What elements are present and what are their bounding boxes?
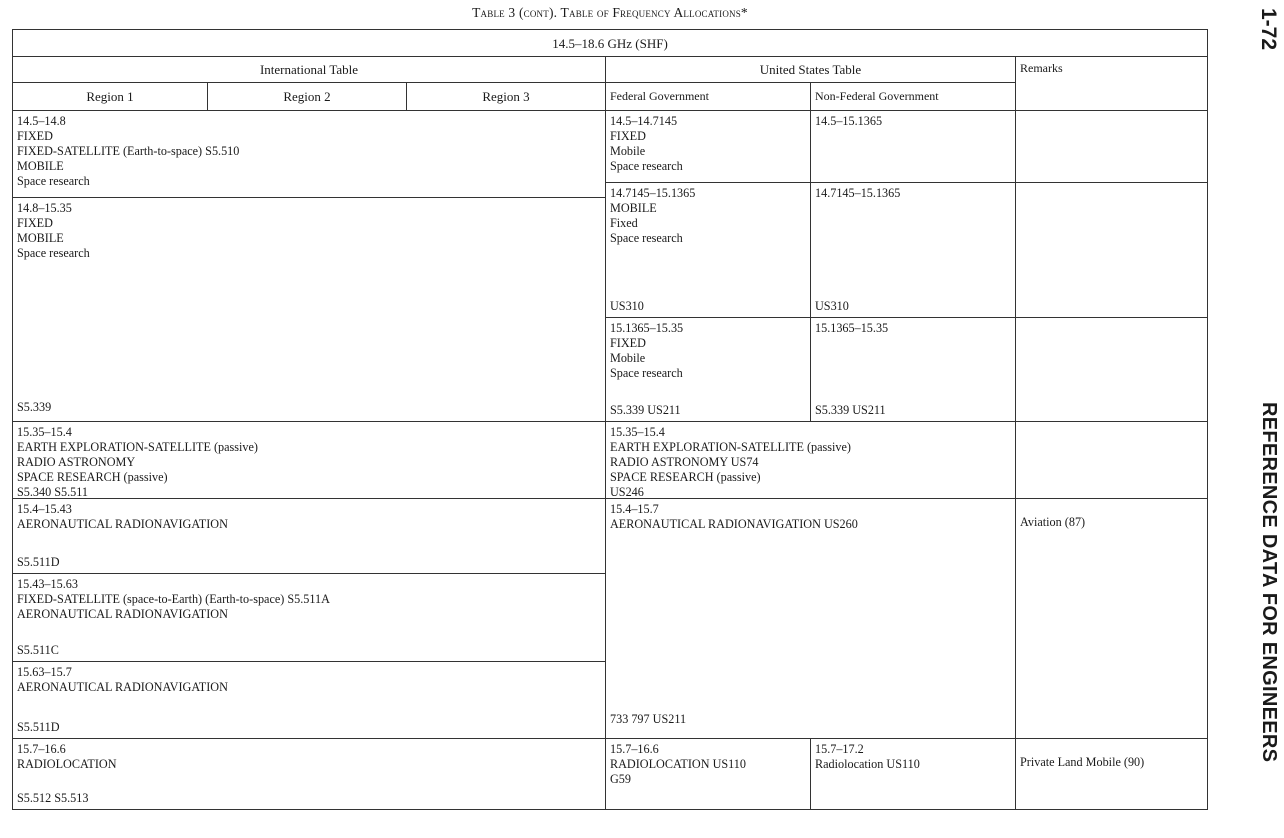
footnote: US310 bbox=[610, 299, 644, 313]
band-range: 15.4–15.43 bbox=[17, 502, 72, 516]
band-range: 15.7–16.6 bbox=[17, 742, 66, 756]
service: AERONAUTICAL RADIONAVIGATION bbox=[17, 607, 228, 621]
intl-allocation-14-5 bbox=[13, 111, 606, 198]
service: RADIO ASTRONOMY US74 bbox=[610, 455, 759, 469]
intl-allocation-15-43 bbox=[13, 574, 606, 662]
region1-header: Region 1 bbox=[13, 83, 208, 111]
intl-allocation-15-4 bbox=[13, 499, 606, 574]
service: EARTH EXPLORATION-SATELLITE (passive) bbox=[17, 440, 258, 454]
service: Mobile bbox=[610, 351, 646, 365]
remarks-cell bbox=[1016, 183, 1208, 318]
remarks-aviation bbox=[1016, 499, 1208, 739]
band-range: 15.63–15.7 bbox=[17, 665, 72, 679]
footnote: US246 bbox=[610, 485, 644, 499]
region3-header: Region 3 bbox=[407, 83, 606, 111]
band-range: 15.35–15.4 bbox=[17, 425, 72, 439]
service: SPACE RESEARCH (passive) bbox=[17, 470, 168, 484]
band-range: 14.5–15.1365 bbox=[815, 114, 883, 128]
service: SPACE RESEARCH (passive) bbox=[610, 470, 761, 484]
nonfederal-header: Non-Federal Government bbox=[811, 83, 1016, 111]
page-margin bbox=[1248, 0, 1284, 838]
service: Space research bbox=[610, 366, 683, 380]
service: MOBILE bbox=[17, 231, 64, 245]
band-range: 14.7145–15.1365 bbox=[815, 186, 901, 200]
band-range: 14.7145–15.1365 bbox=[610, 186, 696, 200]
footnote: S5.512 S5.513 bbox=[17, 791, 89, 805]
footnote: S5.511D bbox=[17, 555, 60, 569]
service: AERONAUTICAL RADIONAVIGATION bbox=[17, 680, 228, 694]
page-number: 1-72 bbox=[1257, 8, 1280, 51]
remarks-header: Remarks bbox=[1016, 57, 1208, 111]
band-range: 15.7–17.2 bbox=[815, 742, 864, 756]
service: EARTH EXPLORATION-SATELLITE (passive) bbox=[610, 440, 851, 454]
service: RADIO ASTRONOMY bbox=[17, 455, 136, 469]
service: FIXED-SATELLITE (space-to-Earth) (Earth-to-space) S5.511A bbox=[17, 592, 330, 606]
footnote: S5.511C bbox=[17, 643, 59, 657]
federal-allocation-14-5 bbox=[606, 111, 811, 183]
service: Fixed bbox=[610, 216, 638, 230]
nonfederal-allocation-15-7 bbox=[811, 739, 1016, 810]
service: AERONAUTICAL RADIONAVIGATION US260 bbox=[610, 517, 858, 531]
remarks-cell bbox=[1016, 422, 1208, 499]
band-range: 15.1365–15.35 bbox=[815, 321, 889, 335]
service: Space research bbox=[610, 231, 683, 245]
band-range: 15.1365–15.35 bbox=[610, 321, 684, 335]
service: Space research bbox=[17, 174, 90, 188]
footnote: S5.511D bbox=[17, 720, 60, 734]
footnote: US310 bbox=[815, 299, 849, 313]
service: FIXED bbox=[17, 129, 53, 143]
us-allocation-15-35 bbox=[606, 422, 1016, 499]
remarks-cell bbox=[1016, 318, 1208, 422]
intl-allocation-15-35 bbox=[13, 422, 606, 499]
service: MOBILE bbox=[610, 201, 657, 215]
band-range: 15.7–16.6 bbox=[610, 742, 659, 756]
footnote: S5.339 US211 bbox=[610, 403, 681, 417]
international-table-header: International Table bbox=[13, 57, 606, 83]
frequency-allocation-table bbox=[12, 29, 1208, 810]
band-range: 15.35–15.4 bbox=[610, 425, 665, 439]
federal-allocation-14-7145 bbox=[606, 183, 811, 318]
nonfederal-allocation-14-7145 bbox=[811, 183, 1016, 318]
service: Space research bbox=[610, 159, 683, 173]
service: MOBILE bbox=[17, 159, 64, 173]
table-title: Table 3 (cont). Table of Frequency Allocations* bbox=[472, 5, 748, 20]
service: AERONAUTICAL RADIONAVIGATION bbox=[17, 517, 228, 531]
intl-allocation-15-63 bbox=[13, 662, 606, 739]
service: FIXED bbox=[610, 336, 646, 350]
nonfederal-allocation-15-1365 bbox=[811, 318, 1016, 422]
footnote: S5.339 US211 bbox=[815, 403, 886, 417]
service: FIXED-SATELLITE (Earth-to-space) S5.510 bbox=[17, 144, 240, 158]
band-range: 14.8–15.35 bbox=[17, 201, 72, 215]
remarks-private-land-mobile bbox=[1016, 739, 1208, 810]
us-allocation-15-4 bbox=[606, 499, 1016, 739]
service: FIXED bbox=[610, 129, 646, 143]
service: Radiolocation US110 bbox=[815, 757, 920, 771]
remarks-cell bbox=[1016, 111, 1208, 183]
region2-header: Region 2 bbox=[208, 83, 407, 111]
footnote: S5.340 S5.511 bbox=[17, 485, 88, 499]
band-range: 14.5–14.8 bbox=[17, 114, 66, 128]
service: RADIOLOCATION bbox=[17, 757, 117, 771]
intl-allocation-14-8 bbox=[13, 198, 606, 422]
footnote: 733 797 US211 bbox=[610, 712, 687, 726]
band-header: 14.5–18.6 GHz (SHF) bbox=[13, 30, 1208, 57]
nonfederal-allocation-14-5 bbox=[811, 111, 1016, 183]
remark-text: Private Land Mobile (90) bbox=[1020, 755, 1145, 769]
federal-allocation-15-7 bbox=[606, 739, 811, 810]
section-title: REFERENCE DATA FOR ENGINEERS bbox=[1258, 402, 1280, 763]
us-table-header: United States Table bbox=[606, 57, 1016, 83]
footnote: S5.339 bbox=[17, 400, 52, 414]
band-range: 14.5–14.7145 bbox=[610, 114, 678, 128]
intl-allocation-15-7 bbox=[13, 739, 606, 810]
band-range: 15.4–15.7 bbox=[610, 502, 659, 516]
remark-text: Aviation (87) bbox=[1020, 515, 1086, 529]
federal-header: Federal Government bbox=[606, 83, 811, 111]
federal-allocation-15-1365 bbox=[606, 318, 811, 422]
service: Space research bbox=[17, 246, 90, 260]
service: FIXED bbox=[17, 216, 53, 230]
service: RADIOLOCATION US110 bbox=[610, 757, 746, 771]
band-range: 15.43–15.63 bbox=[17, 577, 78, 591]
service: Mobile bbox=[610, 144, 646, 158]
footnote: G59 bbox=[610, 772, 631, 786]
